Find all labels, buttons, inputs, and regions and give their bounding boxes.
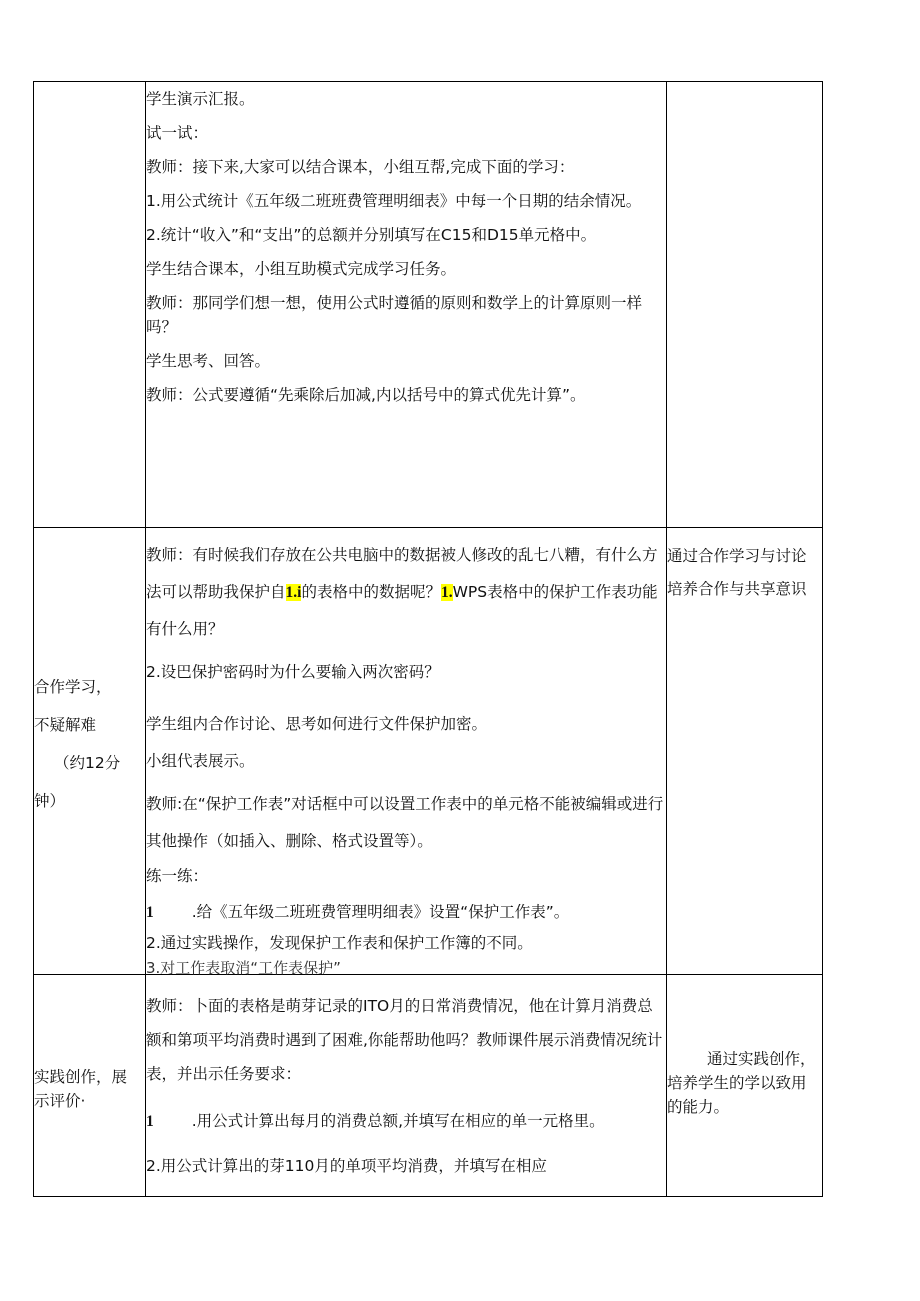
goal-text: 培养学生的学以致用 [667, 1074, 807, 1092]
paragraph: 教师：那同学们想一想，使用公式时遵循的原则和数学上的计算原则一样吗？ [146, 294, 643, 336]
paragraph [146, 1109, 666, 1134]
stage-duration: （约12分 [54, 754, 121, 772]
goal-cell [667, 82, 823, 528]
paragraph: 教师：卜面的表格是萌芽记录的ITO月的日常消费情况，他在计算月消费总额和第项平均消费时遇到了困难,你能帮助他吗？教师课件展示消费情况统计表，并出示任务要求： [146, 997, 663, 1083]
stage-duration: 钟） [34, 792, 66, 810]
paragraph: 2.统计“收入”和“支出”的总额并分别填写在C15和D15单元格中。 [146, 226, 597, 244]
paragraph: 学生演示汇报。 [146, 90, 255, 108]
paragraph [146, 900, 666, 925]
paragraph: 教师:在“保护工作表”对话框中可以设置工作表中的单元格不能被编辑或进行其他操作（如插入、删除、格式设置等）。 [146, 795, 664, 850]
goal-text: 培养合作与共享意识 [667, 580, 807, 598]
goal-cell [667, 975, 823, 1197]
table-row [34, 82, 823, 528]
paragraph: 练一练： [146, 867, 209, 885]
paragraph: 1.用公式统计《五年级二班班费管理明细表》中每一个日期的结余情况。 [146, 192, 642, 210]
paragraph: 2.设巴保护密码时为什么要输入两次密码？ [146, 663, 440, 681]
stage-cell [34, 528, 146, 975]
table-row [34, 528, 823, 975]
stage-cell [34, 82, 146, 528]
activity-cell [146, 528, 667, 975]
text-span: 教师：有时候我们存放在公共电脑中的数据被人修改的乱七八糟，有什么方法可以帮助我保护自 [146, 546, 658, 601]
list-number: 1 [146, 1113, 154, 1130]
goal-cell [667, 528, 823, 975]
paragraph [146, 537, 666, 648]
activity-cell [146, 975, 667, 1197]
table-row [34, 975, 823, 1197]
paragraph: 教师：公式要遵循“先乘除后加减,内以括号中的算式优先计算”。 [146, 386, 586, 404]
stage-label: 示评价· [34, 1092, 86, 1110]
activity-cell [146, 82, 667, 528]
highlight-mark: 1. [440, 584, 453, 601]
paragraph: 小组代表展示。 [146, 752, 255, 770]
stage-cell [34, 975, 146, 1197]
paragraph: 教师：接下来,大家可以结合课本，小组互帮,完成下面的学习： [146, 158, 575, 176]
highlight-mark: 1.i [285, 584, 302, 601]
goal-text: 通过合作学习与讨论 [667, 547, 807, 565]
text-span: 的表格中的数据呢？ [301, 583, 441, 601]
text-span: .用公式计算出每月的消费总额,并填写在相应的单一元格里。 [191, 1112, 605, 1130]
text-span: .给《五年级二班班费管理明细表》设置“保护工作表”。 [191, 903, 570, 921]
stage-label: 合作学习， [34, 678, 112, 696]
paragraph: 2.用公式计算出的芽110月的单项平均消费，并填写在相应 [146, 1157, 547, 1175]
stage-label: 实践创作，展 [34, 1068, 128, 1086]
paragraph: 试一试： [146, 124, 209, 142]
list-number: 1 [146, 904, 154, 921]
stage-label: 不疑解难 [34, 716, 97, 734]
paragraph: 2.通过实践操作，发现保护工作表和保护工作簿的不同。 [146, 934, 533, 952]
paragraph: 学生结合课本，小组互助模式完成学习任务。 [146, 260, 457, 278]
goal-text: 通过实践创作， [707, 1050, 816, 1068]
lesson-plan-table [33, 81, 823, 1197]
goal-text: 的能力。 [667, 1098, 730, 1116]
clipped-line: 3.对工作表取消“工作表保护” [146, 959, 341, 977]
paragraph: 学生组内合作讨论、思考如何进行文件保护加密。 [146, 715, 488, 733]
paragraph: 学生思考、回答。 [146, 352, 271, 370]
text-span: WPS表格中的保护工作表功能有什么用？ [146, 583, 658, 638]
